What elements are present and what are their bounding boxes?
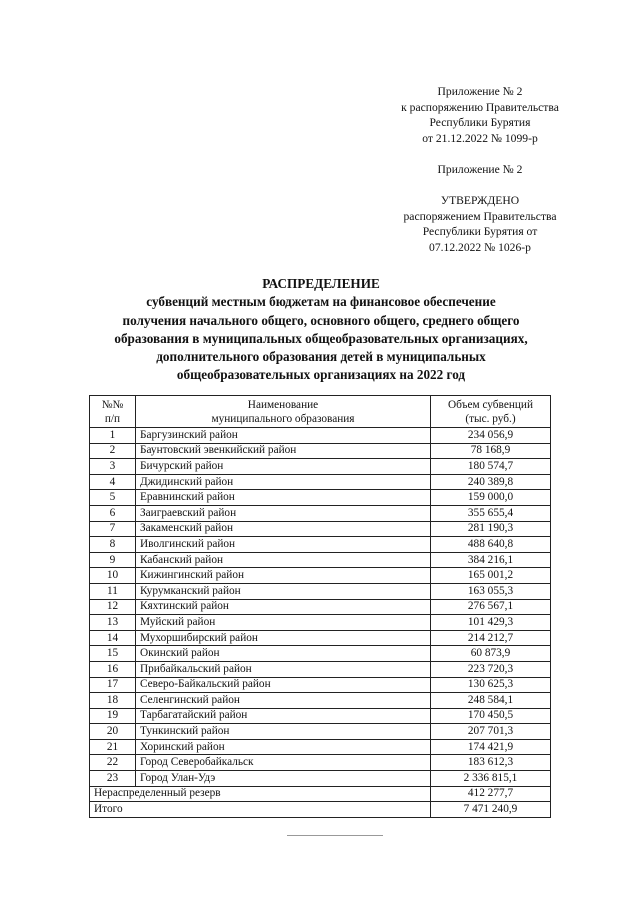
title-line: образования в муниципальных общеобразовательных организациях, bbox=[114, 330, 528, 346]
row-value: 130 625,3 bbox=[431, 677, 551, 693]
approval-line: 07.12.2022 № 1026-р bbox=[429, 240, 531, 254]
table-row bbox=[90, 428, 551, 444]
header-value-line2: (тыс. руб.) bbox=[465, 412, 516, 425]
table-row bbox=[90, 599, 551, 615]
row-num: 12 bbox=[90, 599, 136, 615]
table-row bbox=[90, 677, 551, 693]
table-row bbox=[90, 615, 551, 631]
row-name: Северо-Байкальский район bbox=[136, 677, 431, 693]
row-num: 14 bbox=[90, 630, 136, 646]
row-num: 1 bbox=[90, 428, 136, 444]
row-value: 159 000,0 bbox=[431, 490, 551, 506]
header-num bbox=[90, 396, 136, 428]
table-row bbox=[90, 630, 551, 646]
row-name: Кяхтинский район bbox=[136, 599, 431, 615]
reserve-row-label: Нераспределенный резерв bbox=[90, 786, 431, 802]
total-row-value: 7 471 240,9 bbox=[431, 802, 551, 818]
approval-block bbox=[360, 193, 600, 255]
row-name: Бичурский район bbox=[136, 459, 431, 475]
table-row bbox=[90, 505, 551, 521]
row-value: 234 056,9 bbox=[431, 428, 551, 444]
row-name: Кижингинский район bbox=[136, 568, 431, 584]
table-row bbox=[90, 755, 551, 771]
row-name: Город Улан-Удэ bbox=[136, 771, 431, 787]
header-name-line1: Наименование bbox=[247, 398, 319, 411]
table-row bbox=[90, 771, 551, 787]
row-value: 207 701,3 bbox=[431, 724, 551, 740]
row-value: 223 720,3 bbox=[431, 661, 551, 677]
row-num: 13 bbox=[90, 615, 136, 631]
row-num: 20 bbox=[90, 724, 136, 740]
row-value: 248 584,1 bbox=[431, 693, 551, 709]
row-value: 488 640,8 bbox=[431, 537, 551, 553]
row-name: Курумканский район bbox=[136, 583, 431, 599]
table-row bbox=[90, 693, 551, 709]
row-value: 214 212,7 bbox=[431, 630, 551, 646]
appendix-number bbox=[360, 162, 600, 178]
table-header-row bbox=[90, 396, 551, 428]
header-num-line2: п/п bbox=[104, 412, 121, 425]
row-num: 9 bbox=[90, 552, 136, 568]
row-num: 3 bbox=[90, 459, 136, 475]
table-row bbox=[90, 521, 551, 537]
table-row bbox=[90, 739, 551, 755]
row-num: 10 bbox=[90, 568, 136, 584]
row-value: 2 336 815,1 bbox=[431, 771, 551, 787]
row-name: Мухоршибирский район bbox=[136, 630, 431, 646]
row-name: Заиграевский район bbox=[136, 505, 431, 521]
row-num: 2 bbox=[90, 443, 136, 459]
row-name: Закаменский район bbox=[136, 521, 431, 537]
reserve-row-value: 412 277,7 bbox=[431, 786, 551, 802]
row-num: 22 bbox=[90, 755, 136, 771]
row-value: 276 567,1 bbox=[431, 599, 551, 615]
row-num: 19 bbox=[90, 708, 136, 724]
table-row bbox=[90, 552, 551, 568]
row-value: 174 421,9 bbox=[431, 739, 551, 755]
document-title bbox=[60, 275, 582, 385]
title-line: дополнительного образования детей в муниципальных bbox=[156, 349, 486, 365]
row-num: 11 bbox=[90, 583, 136, 599]
row-num: 18 bbox=[90, 693, 136, 709]
reserve-row bbox=[90, 786, 551, 802]
row-name: Селенгинский район bbox=[136, 693, 431, 709]
row-name: Хоринский район bbox=[136, 739, 431, 755]
row-num: 5 bbox=[90, 490, 136, 506]
row-name: Город Северобайкальск bbox=[136, 755, 431, 771]
header-value-line1: Объем субвенций bbox=[447, 398, 534, 411]
row-name: Окинский район bbox=[136, 646, 431, 662]
row-value: 78 168,9 bbox=[431, 443, 551, 459]
row-name: Баргузинский район bbox=[136, 428, 431, 444]
table-row bbox=[90, 568, 551, 584]
row-name: Баунтовский эвенкийский район bbox=[136, 443, 431, 459]
footer-divider bbox=[287, 835, 383, 836]
appendix-line: Республики Бурятия bbox=[429, 116, 531, 129]
row-num: 7 bbox=[90, 521, 136, 537]
table-row bbox=[90, 646, 551, 662]
table-row bbox=[90, 708, 551, 724]
approval-line: Республики Бурятия от bbox=[422, 225, 538, 238]
row-value: 101 429,3 bbox=[431, 615, 551, 631]
header-value bbox=[431, 396, 551, 428]
table-row bbox=[90, 443, 551, 459]
title-line: общеобразовательных организациях на 2022 год bbox=[176, 367, 466, 383]
row-value: 183 612,3 bbox=[431, 755, 551, 771]
table-row bbox=[90, 490, 551, 506]
row-name: Джидинский район bbox=[136, 474, 431, 490]
row-value: 355 655,4 bbox=[431, 505, 551, 521]
table-row bbox=[90, 661, 551, 677]
row-num: 21 bbox=[90, 739, 136, 755]
row-num: 8 bbox=[90, 537, 136, 553]
title-line: субвенций местным бюджетам на финансовое обеспечение bbox=[146, 294, 496, 310]
row-name: Тарбагатайский район bbox=[136, 708, 431, 724]
row-value: 281 190,3 bbox=[431, 521, 551, 537]
header-name bbox=[136, 396, 431, 428]
distribution-table bbox=[89, 395, 551, 818]
title-heading: РАСПРЕДЕЛЕНИЕ bbox=[262, 276, 380, 291]
total-row-label: Итого bbox=[90, 802, 431, 818]
title-line: получения начального общего, основного общего, среднего общего bbox=[122, 312, 520, 328]
table-row bbox=[90, 459, 551, 475]
row-value: 163 055,3 bbox=[431, 583, 551, 599]
row-num: 15 bbox=[90, 646, 136, 662]
table-row bbox=[90, 537, 551, 553]
row-name: Прибайкальский район bbox=[136, 661, 431, 677]
header-name-line2: муниципального образования bbox=[211, 412, 355, 425]
row-value: 240 389,8 bbox=[431, 474, 551, 490]
total-row bbox=[90, 802, 551, 818]
row-num: 17 bbox=[90, 677, 136, 693]
row-num: 16 bbox=[90, 661, 136, 677]
row-value: 165 001,2 bbox=[431, 568, 551, 584]
row-name: Муйский район bbox=[136, 615, 431, 631]
row-value: 384 216,1 bbox=[431, 552, 551, 568]
appendix-line: Приложение № 2 bbox=[437, 85, 523, 98]
appendix-reference bbox=[360, 84, 600, 146]
row-name: Тункинский район bbox=[136, 724, 431, 740]
row-num: 23 bbox=[90, 771, 136, 787]
row-value: 60 873,9 bbox=[431, 646, 551, 662]
appendix-line: Приложение № 2 bbox=[437, 163, 523, 176]
table-row bbox=[90, 474, 551, 490]
row-num: 4 bbox=[90, 474, 136, 490]
row-num: 6 bbox=[90, 505, 136, 521]
row-name: Кабанский район bbox=[136, 552, 431, 568]
header-num-line1: №№ bbox=[101, 398, 124, 411]
appendix-line: от 21.12.2022 № 1099-р bbox=[422, 131, 538, 145]
approval-line: распоряжением Правительства bbox=[403, 209, 557, 223]
table-row bbox=[90, 583, 551, 599]
appendix-line: к распоряжению Правительства bbox=[401, 100, 559, 114]
row-name: Иволгинский район bbox=[136, 537, 431, 553]
row-value: 170 450,5 bbox=[431, 708, 551, 724]
approved-stamp: УТВЕРЖДЕНО bbox=[440, 194, 520, 207]
row-value: 180 574,7 bbox=[431, 459, 551, 475]
row-name: Еравнинский район bbox=[136, 490, 431, 506]
table-row bbox=[90, 724, 551, 740]
